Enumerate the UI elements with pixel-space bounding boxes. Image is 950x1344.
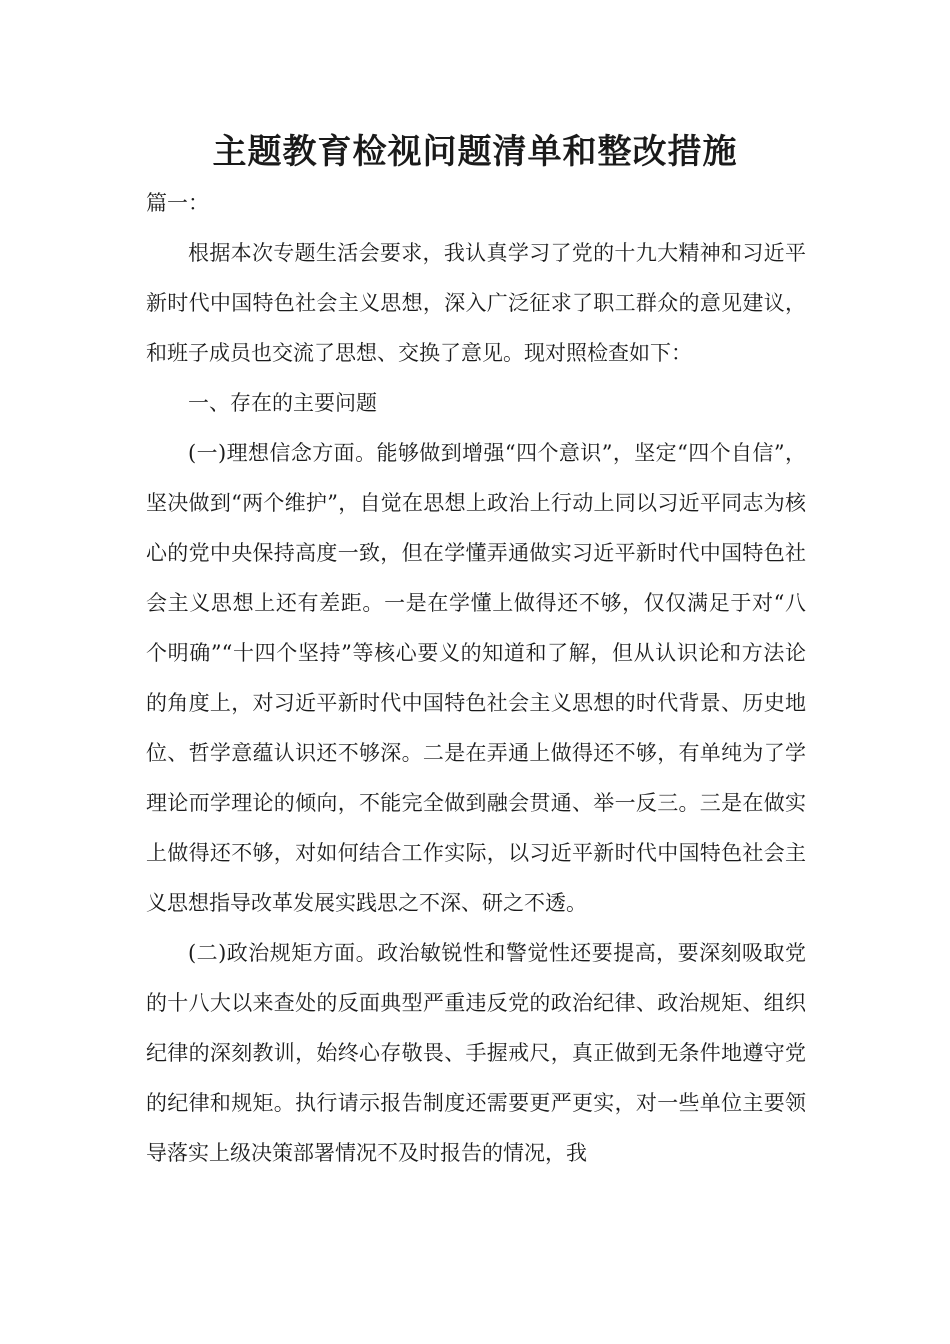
paragraph: (二)政治规矩方面。政治敏锐性和警觉性还要提高，要深刻吸取党的十八大以来查处的反面典型严重违反党的政治纪律、政治规矩、组织纪律的深刻教训，始终心存敬畏、手握戒尺，真正做到无条件地遵守党的纪律和规矩。执行请示报告制度还需要更严更实，对一些单位主要领导落实上级决策部署情况不及时报告的情况，我 bbox=[146, 941, 806, 1165]
paragraph: 篇一： bbox=[146, 191, 209, 215]
paragraph: 根据本次专题生活会要求，我认真学习了党的十九大精神和习近平新时代中国特色社会主义思想，深入广泛征求了职工群众的意见建议，和班子成员也交流了思想、交换了意见。现对照检查如下： bbox=[146, 241, 806, 365]
document-body bbox=[146, 178, 806, 1178]
document-title: 主题教育检视问题清单和整改措施 bbox=[212, 132, 738, 172]
section-heading: 一、存在的主要问题 bbox=[188, 391, 377, 415]
paragraph: (一)理想信念方面。能够做到增强“四个意识”，坚定“四个自信”，坚决做到“两个维护”，自觉在思想上政治上行动上同以习近平同志为核心的党中央保持高度一致，但在学懂弄通做实习近平新时代中国特色社会主义思想上还有差距。一是在学懂上做得还不够，仅仅满足于对“八个明确”“十四个坚持”等核心要义的知道和了解，但从认识论和方法论的角度上，对习近平新时代中国特色社会主义思想的时代背景、历史地位、哲学意蕴认识还不够深。二是在弄通上做得还不够，有单纯为了学理论而学理论的倾向，不能完全做到融会贯通、举一反三。三是在做实上做得还不够，对如何结合工作实际，以习近平新时代中国特色社会主义思想指导改革发展实践思之不深、研之不透。 bbox=[146, 441, 806, 915]
